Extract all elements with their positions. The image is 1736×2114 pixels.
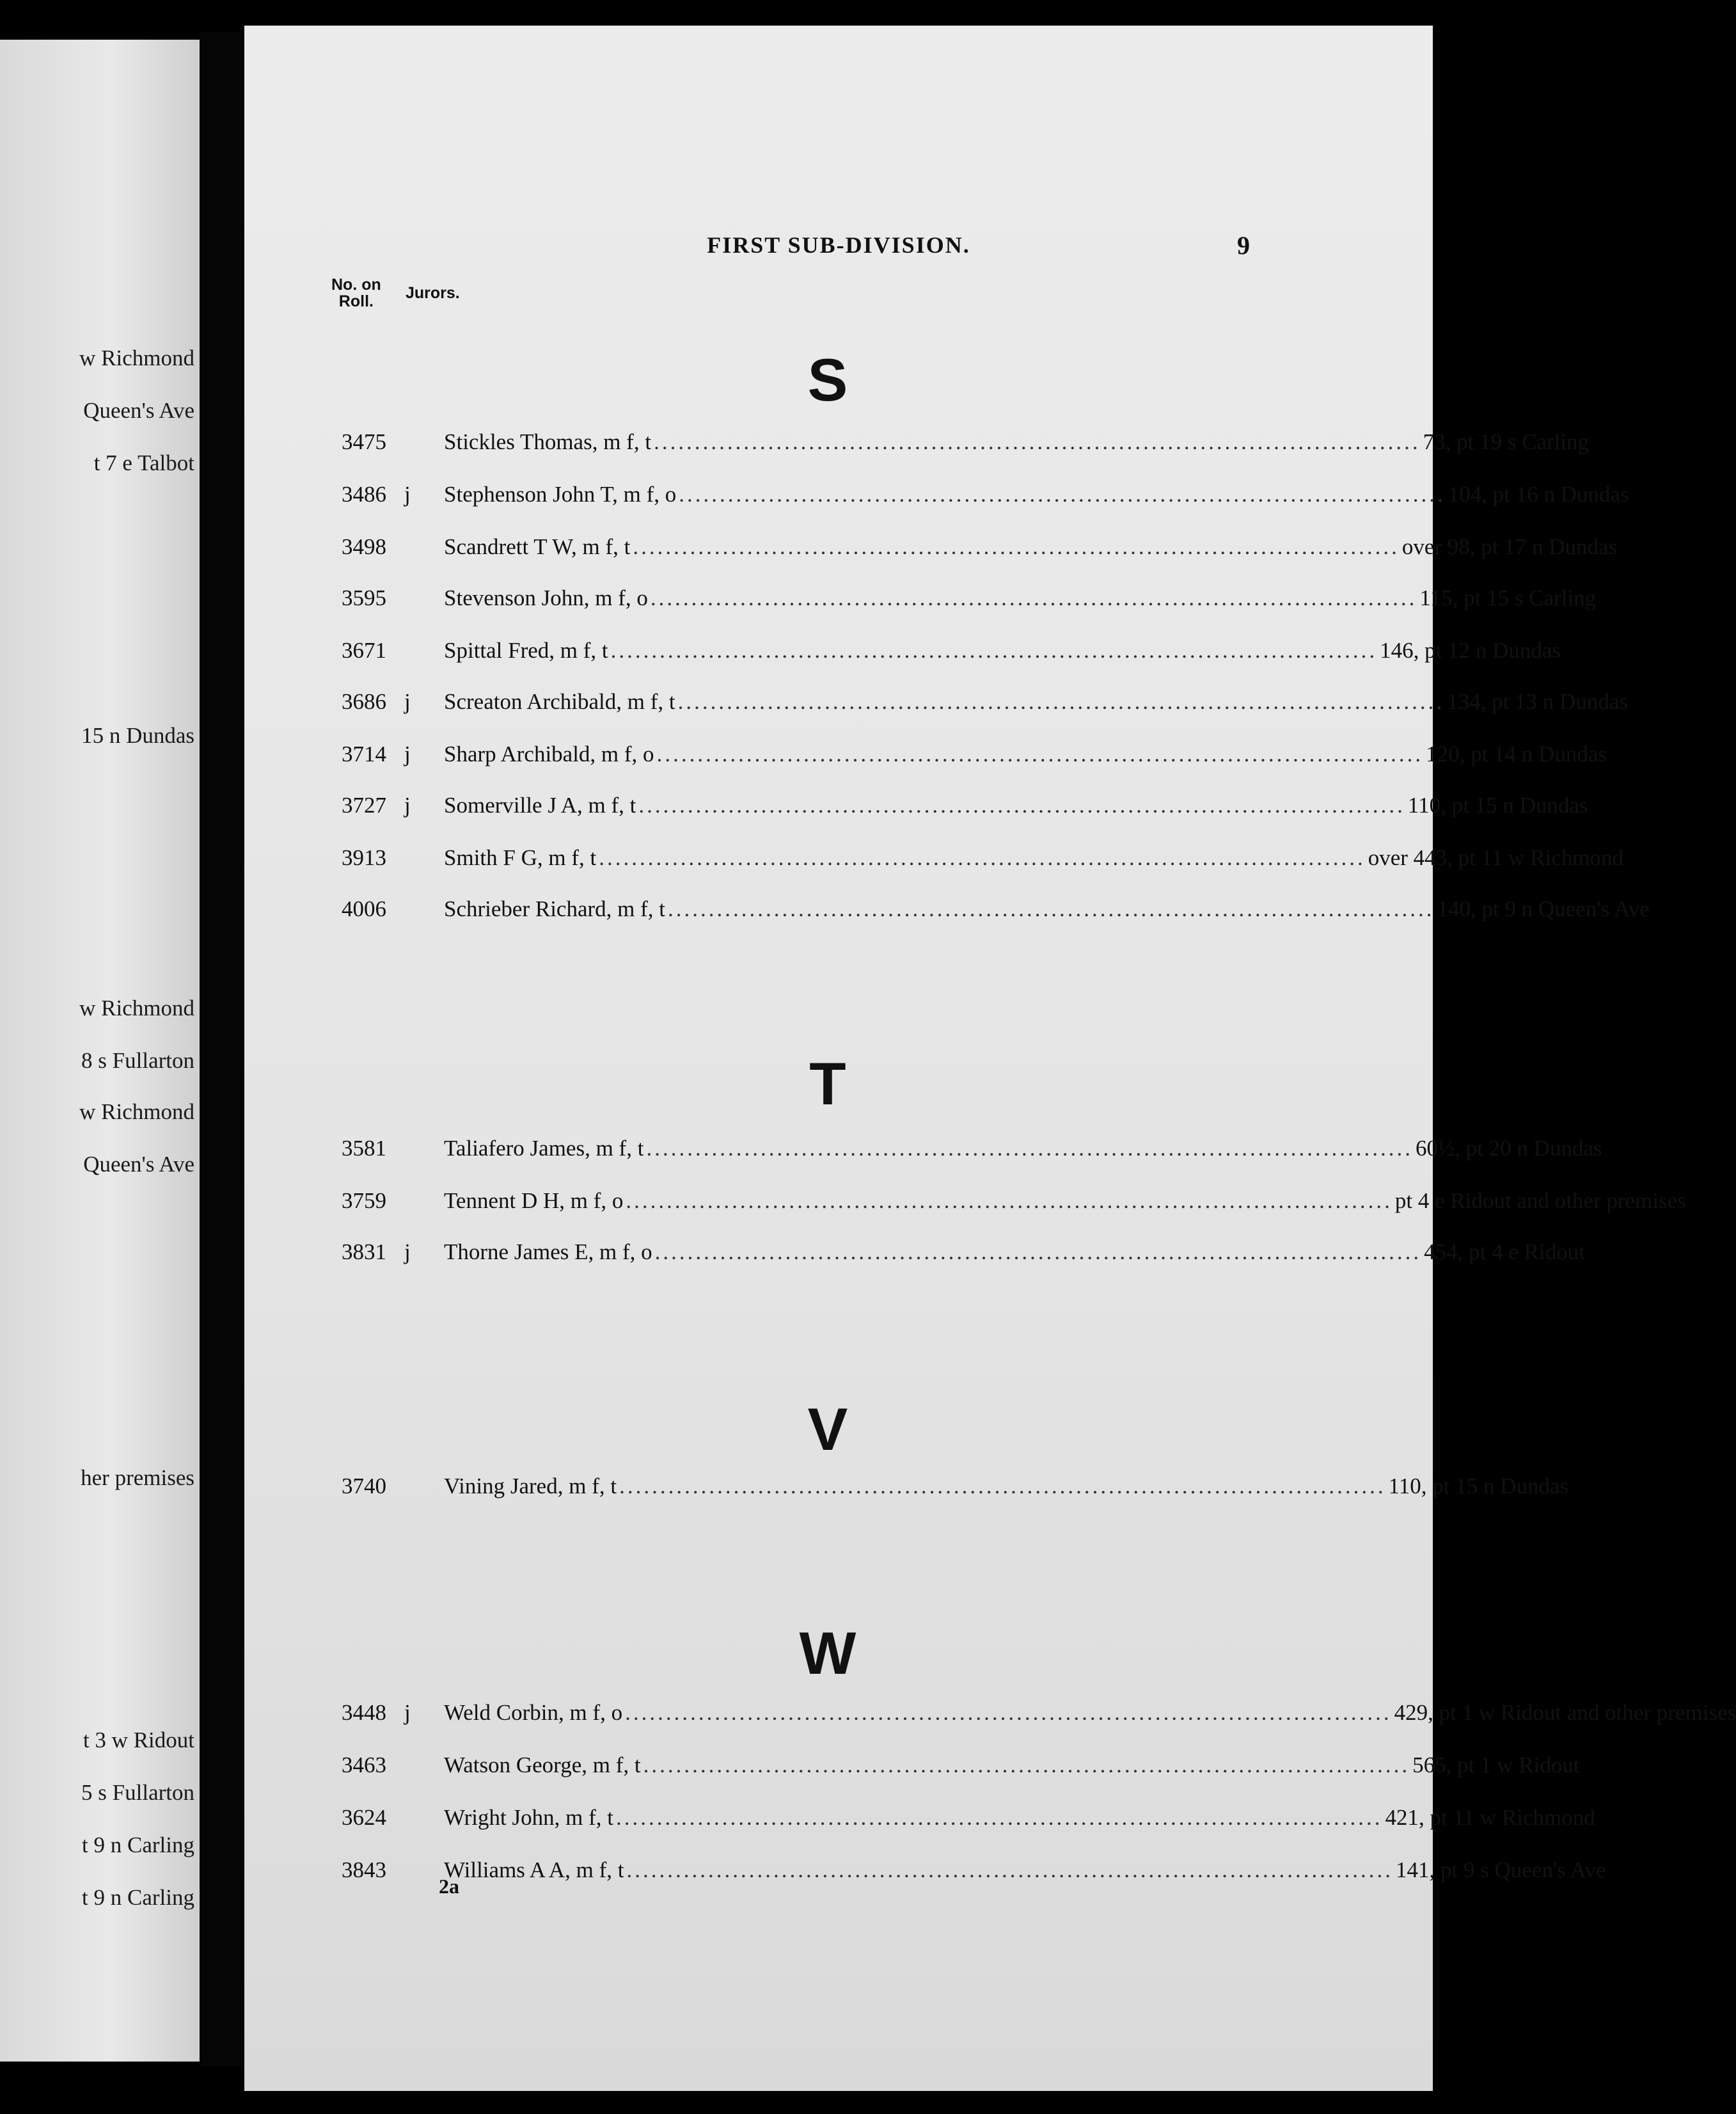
section-letter: V — [807, 1395, 848, 1463]
roll-number: 3475 — [342, 429, 386, 454]
roll-number: 3759 — [342, 1188, 386, 1213]
voter-name: Weld Corbin, m f, o — [444, 1700, 623, 1725]
list-item — [244, 426, 1590, 458]
left-page-fragment: t 9 n Carling — [82, 1832, 194, 1857]
voter-name: Williams A A, m f, t — [444, 1857, 624, 1882]
voter-name: Taliafero James, m f, t — [444, 1136, 644, 1161]
left-page-fragment: t 3 w Ridout — [83, 1728, 194, 1752]
leader-dots: .............................................................................................. — [654, 1239, 1422, 1264]
list-item — [244, 686, 1628, 718]
entry-detail — [444, 582, 1597, 614]
left-page-fragment: 15 n Dundas — [81, 723, 194, 748]
left-page-fragment: her premises — [81, 1465, 194, 1490]
list-item — [244, 1470, 1569, 1502]
voter-name: Stevenson John, m f, o — [444, 585, 648, 610]
leader-dots: .............................................................................................. — [626, 1188, 1393, 1213]
leader-dots: .............................................................................................. — [677, 689, 1445, 714]
juror-mark: j — [404, 482, 411, 507]
list-item — [244, 1185, 1686, 1217]
left-page-fragment: w Richmond — [79, 1099, 194, 1124]
leader-dots: .............................................................................................. — [633, 534, 1400, 559]
roll-number: 3671 — [342, 638, 386, 663]
leader-dots: .............................................................................................. — [656, 742, 1424, 767]
entry-detail — [444, 1854, 1606, 1886]
column-header-no-on-roll — [331, 276, 381, 310]
entry-detail — [444, 1749, 1580, 1781]
property-description: 134, pt 13 n Dundas — [1447, 689, 1628, 714]
entry-detail — [444, 686, 1628, 718]
page-number: 9 — [1237, 231, 1250, 260]
voter-name: Somerville J A, m f, t — [444, 793, 636, 818]
entry-detail — [444, 1185, 1686, 1217]
book-gutter — [200, 32, 244, 2067]
entry-detail — [444, 1697, 1736, 1729]
property-description: over 98, pt 17 n Dundas — [1401, 534, 1618, 559]
left-page-fragment: w Richmond — [79, 346, 194, 370]
property-description: 120, pt 14 n Dundas — [1426, 742, 1607, 767]
voter-name: Thorne James E, m f, o — [444, 1239, 652, 1264]
juror-mark: j — [404, 742, 411, 767]
entry-detail — [444, 479, 1629, 511]
voter-name: Schrieber Richard, m f, t — [444, 896, 666, 921]
property-description: 104, pt 16 n Dundas — [1448, 482, 1629, 507]
roll-number: 3843 — [342, 1857, 386, 1882]
list-item — [244, 1854, 1606, 1886]
list-item — [244, 1236, 1585, 1268]
property-description: 565, pt 1 w Ridout — [1412, 1752, 1580, 1777]
leader-dots: .............................................................................................. — [615, 1805, 1383, 1830]
list-item — [244, 1697, 1736, 1729]
leader-dots: .............................................................................................. — [638, 793, 1405, 818]
left-facing-page — [0, 40, 200, 2062]
roll-number: 3486 — [342, 482, 386, 507]
juror-mark: j — [404, 689, 411, 714]
property-description: 140, pt 9 n Queen's Ave — [1437, 896, 1650, 921]
property-description: 454, pt 4 e Ridout — [1424, 1239, 1585, 1264]
list-item — [244, 1749, 1580, 1781]
entry-detail — [444, 790, 1588, 822]
list-item — [244, 479, 1629, 511]
roll-number: 3727 — [342, 793, 386, 818]
leader-dots: .............................................................................................. — [599, 845, 1366, 870]
property-description: 115, pt 15 s Carling — [1419, 585, 1597, 610]
left-page-fragment: t 9 n Carling — [82, 1885, 194, 1910]
entry-detail — [444, 1132, 1602, 1164]
roll-number: 3595 — [342, 585, 386, 610]
section-letter: W — [799, 1619, 856, 1687]
voter-name: Vining Jared, m f, t — [444, 1474, 617, 1498]
entry-detail — [444, 426, 1590, 458]
voter-name: Watson George, m f, t — [444, 1752, 641, 1777]
running-head: FIRST SUB-DIVISION. — [707, 232, 970, 258]
list-item — [244, 1802, 1595, 1834]
juror-mark: j — [404, 793, 411, 818]
roll-number: 3686 — [342, 689, 386, 714]
property-description: 421, pt 11 w Richmond — [1385, 1805, 1595, 1830]
right-page — [244, 26, 1736, 2091]
list-item — [244, 1132, 1602, 1164]
property-description: 60½, pt 20 n Dundas — [1415, 1136, 1602, 1161]
entry-detail — [444, 738, 1607, 770]
property-description: 429, pt 1 w Ridout and other premises — [1394, 1700, 1736, 1725]
leader-dots: .............................................................................................. — [646, 1136, 1413, 1161]
voter-name: Smith F G, m f, t — [444, 845, 597, 870]
entry-detail — [444, 635, 1561, 667]
roll-number: 3831 — [342, 1239, 386, 1264]
entry-detail — [444, 1470, 1569, 1502]
leader-dots: .............................................................................................. — [619, 1474, 1386, 1498]
roll-number: 3913 — [342, 845, 386, 870]
roll-number: 3498 — [342, 534, 386, 559]
left-page-fragment: 8 s Fullarton — [81, 1048, 194, 1073]
voter-name: Sharp Archibald, m f, o — [444, 742, 654, 767]
property-description: 73, pt 19 s Carling — [1423, 429, 1590, 454]
leader-dots: .............................................................................................. — [650, 585, 1417, 610]
column-header-no-on-roll-line2: Roll. — [338, 292, 374, 310]
left-page-fragment: t 7 e Talbot — [93, 450, 194, 475]
property-description: over 443, pt 11 w Richmond — [1368, 845, 1623, 870]
roll-number: 3714 — [342, 742, 386, 767]
voter-name: Spittal Fred, m f, t — [444, 638, 608, 663]
leader-dots: .............................................................................................. — [625, 1700, 1392, 1725]
leader-dots: .............................................................................................. — [679, 482, 1446, 507]
property-description: pt 4 e Ridout and other premises — [1394, 1188, 1686, 1213]
column-header-jurors: Jurors. — [406, 284, 460, 302]
section-letter: T — [809, 1050, 846, 1117]
property-description: 141, pt 9 s Queen's Ave — [1396, 1857, 1606, 1882]
voter-name: Wright John, m f, t — [444, 1805, 613, 1830]
leader-dots: .............................................................................................. — [643, 1752, 1410, 1777]
property-description: 146, pt 12 n Dundas — [1380, 638, 1561, 663]
list-item — [244, 635, 1561, 667]
voter-name: Stickles Thomas, m f, t — [444, 429, 652, 454]
entry-detail — [444, 531, 1618, 563]
entry-detail — [444, 1236, 1585, 1268]
voter-name: Stephenson John T, m f, o — [444, 482, 677, 507]
roll-number: 3448 — [342, 1700, 386, 1725]
roll-number: 3463 — [342, 1752, 386, 1777]
left-page-fragment: 5 s Fullarton — [81, 1780, 194, 1805]
roll-number: 4006 — [342, 896, 386, 921]
leader-dots: .............................................................................................. — [654, 429, 1421, 454]
property-description: 110, pt 15 n Dundas — [1407, 793, 1588, 818]
list-item — [244, 738, 1607, 770]
entry-detail — [444, 893, 1650, 925]
section-letter: S — [807, 346, 848, 413]
leader-dots: .............................................................................................. — [626, 1857, 1394, 1882]
entry-detail — [444, 842, 1623, 874]
left-page-fragment: w Richmond — [79, 996, 194, 1021]
leader-dots: .............................................................................................. — [668, 896, 1435, 921]
juror-mark: j — [404, 1700, 411, 1725]
list-item — [244, 893, 1650, 925]
roll-number: 3624 — [342, 1805, 386, 1830]
property-description: 110, pt 15 n Dundas — [1388, 1474, 1569, 1498]
roll-number: 3581 — [342, 1136, 386, 1161]
list-item — [244, 582, 1597, 614]
left-page-fragment: Queen's Ave — [83, 1152, 194, 1177]
voter-name: Tennent D H, m f, o — [444, 1188, 624, 1213]
left-page-fragment: Queen's Ave — [83, 398, 194, 423]
juror-mark: j — [404, 1239, 411, 1264]
entry-detail — [444, 1802, 1595, 1834]
leader-dots: .............................................................................................. — [610, 638, 1378, 663]
voter-name: Screaton Archibald, m f, t — [444, 689, 675, 714]
list-item — [244, 790, 1588, 822]
signature-mark: 2a — [439, 1875, 459, 1898]
list-item — [244, 531, 1618, 563]
column-header-no-on-roll-line1: No. on — [331, 276, 381, 294]
voter-name: Scandrett T W, m f, t — [444, 534, 631, 559]
roll-number: 3740 — [342, 1474, 386, 1498]
list-item — [244, 842, 1623, 874]
